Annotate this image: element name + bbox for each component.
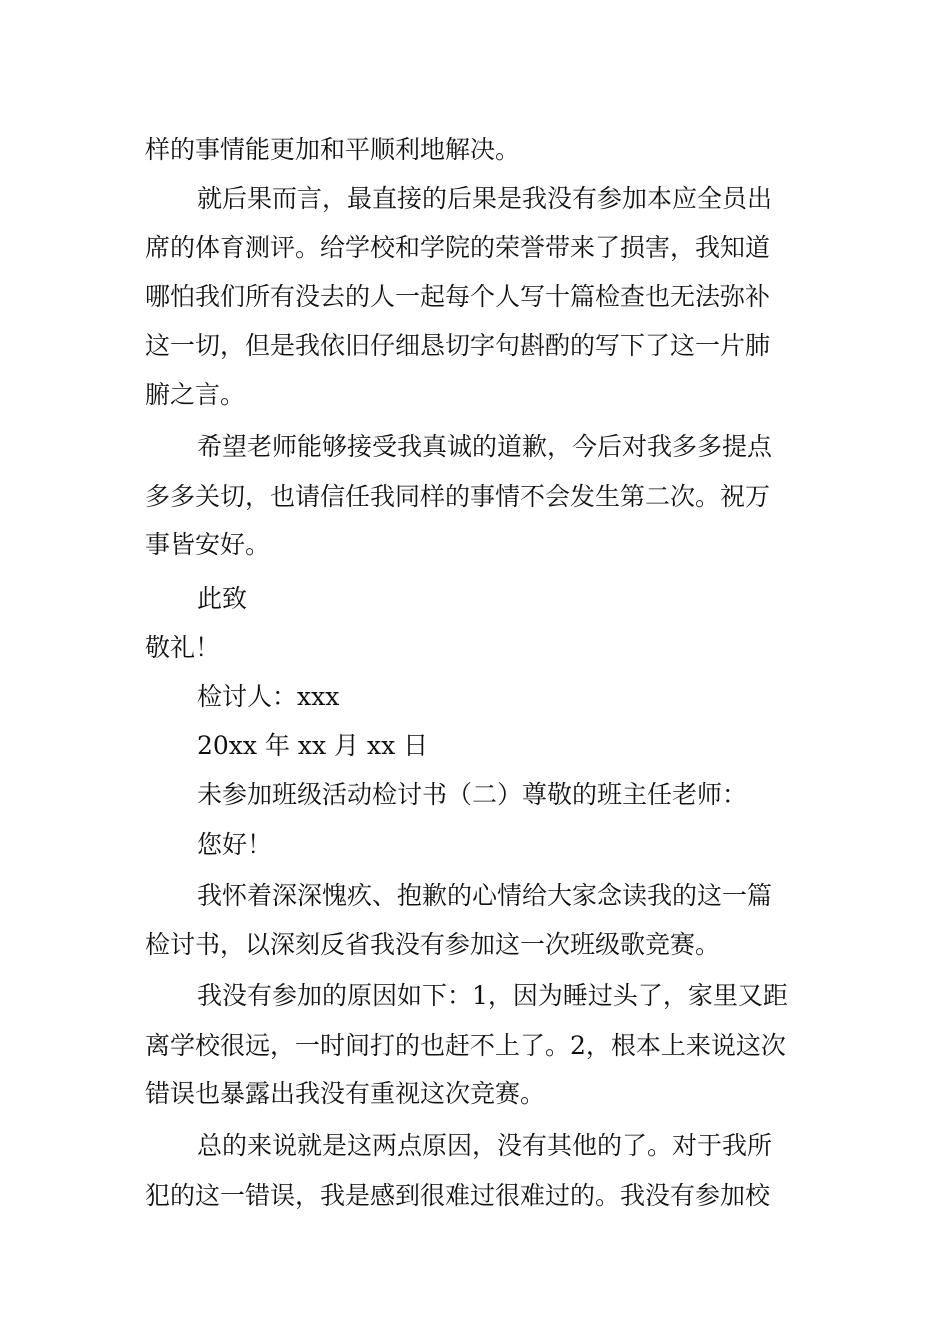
text-line: 席的体育测评。给学校和学院的荣誉带来了损害，我知道 (145, 233, 771, 262)
signature-line: 检讨人：xxx (197, 682, 340, 711)
text-line: 这一切，但是我依旧仔细恳切字句斟酌的写下了这一片肺 (145, 331, 771, 360)
greeting-line: 您好！ (197, 830, 273, 859)
text-line: 希望老师能够接受我真诚的道歉，今后对我多多提点 (197, 432, 773, 461)
closing-line: 此致 (197, 584, 248, 613)
text-line: 样的事情能更加和平顺利地解决。 (145, 135, 521, 164)
text-line: 检讨书，以深刻反省我没有参加这一次班级歌竞赛。 (145, 930, 721, 959)
salutation-line: 敬礼！ (145, 633, 221, 662)
section-heading: 未参加班级活动检讨书（二）尊敬的班主任老师： (197, 780, 748, 809)
text-line: 哪怕我们所有没去的人一起每个人写十篇检查也无法弥补 (145, 282, 771, 311)
text-line: 就后果而言，最直接的后果是我没有参加本应全员出 (197, 184, 773, 213)
text-line: 犯的这一错误，我是感到很难过很难过的。我没有参加校 (145, 1181, 771, 1210)
text-line: 事皆安好。 (145, 530, 271, 559)
text-line: 错误也暴露出我没有重视这次竞赛。 (145, 1079, 546, 1108)
text-line: 离学校很远，一时间打的也赶不上了。2，根本上来说这次 (145, 1031, 786, 1060)
text-line: 我怀着深深愧疚、抱歉的心情给大家念读我的这一篇 (197, 881, 773, 910)
text-line: 总的来说就是这两点原因，没有其他的了。对于我所 (197, 1131, 773, 1160)
text-line: 腑之言。 (145, 380, 246, 409)
text-line: 我没有参加的原因如下：1，因为睡过头了，家里又距 (197, 981, 788, 1010)
date-line: 20xx 年 xx 月 xx 日 (197, 731, 429, 760)
text-line: 多多关切，也请信任我同样的事情不会发生第二次。祝万 (145, 482, 771, 511)
